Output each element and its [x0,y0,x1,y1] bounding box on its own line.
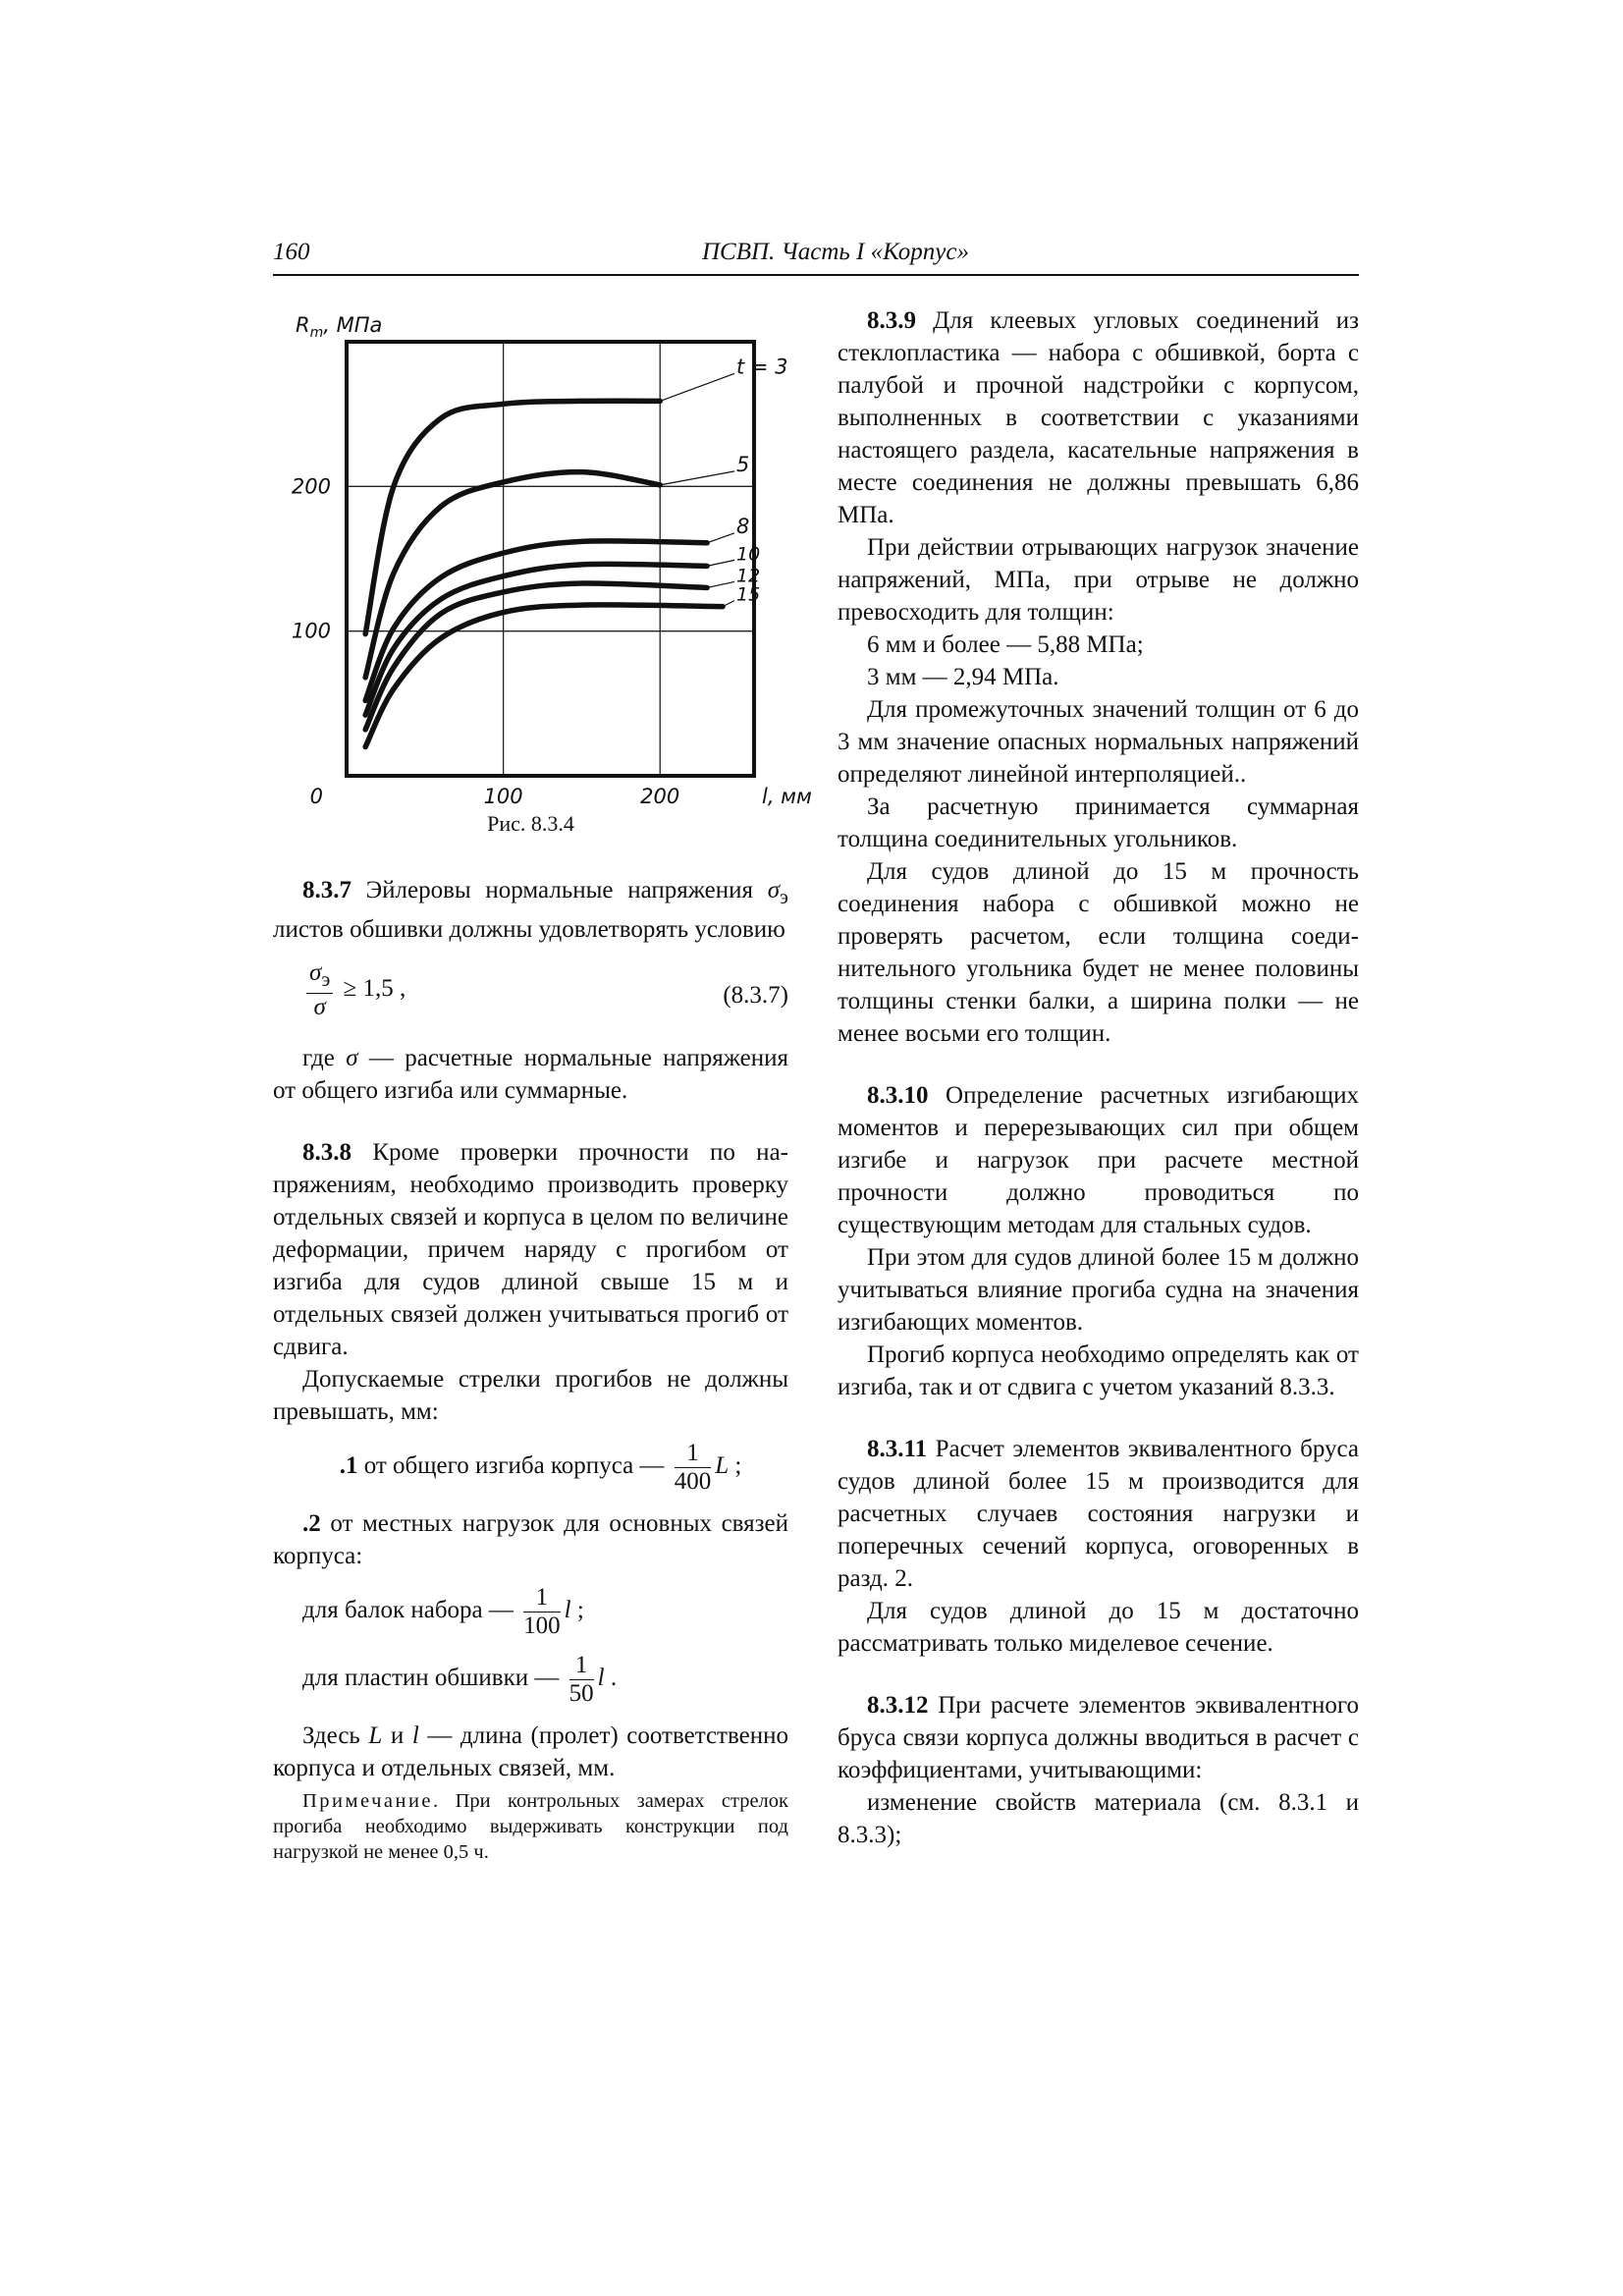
paragraph-8-3-11: 8.3.11 Расчет элементов эквивалентного бруса судов длиной более 15 м производится для расчетных случаев состояния нагрузки и поперечных сечений корпуса, оговоренных в разд. 2. [838,1436,1359,1592]
series-label: 12 [736,565,761,587]
leader-line [660,471,734,485]
item-1: .1 от общего изгиба корпуса — $\frac{1}{400}$ L ; [339,1440,742,1495]
paragraph-here: Здесь L и l — длина (пролет) соответственно корпуса и отдельных связей, мм. [273,1722,788,1781]
page-number: 160 [273,239,310,265]
figure-caption: Рис. 8.3.4 [487,811,574,836]
paragraph-hull: Прогиб корпуса необходимо определять как от изгиба, так и от сдвига с учетом указаний 8.3.3. [838,1341,1359,1400]
left-column [273,304,812,1865]
section-number: 8.3.9 [867,307,916,334]
y-axis-label: $R_m$, МПа [296,313,383,341]
leader-line [660,373,734,401]
note: Примечание. При контрольных замерах стрелок прогиба необходимо выдерживать конструкции под нагрузкой не менее 0,5 ч. [273,1790,788,1863]
right-column [838,304,1359,1851]
formula-8-3-7: $\frac{\sigma_э}{\sigma}$ ≥ 1,5 , (8.3.7) [273,959,788,1028]
paragraph-midship: Для судов длиной до 15 м достаточно рассматривать только миделевое сечение. [838,1598,1359,1657]
paragraph-material: изменение свойств материала (см. 8.3.1 и 8.3.3); [838,1789,1359,1848]
paragraph-where: где σ — расчетные нормальные напряжения от общего изгиба или суммарные. [273,1045,789,1104]
paragraph-8-3-12: 8.3.12 При расчете элементов эквивалентного бруса связи корпуса должны вводиться в расчет с коэффициентами, учитывающими: [838,1692,1359,1783]
x-tick-label: 100 [483,785,523,808]
series-label: 10 [736,543,761,566]
series-curve-15 [365,605,723,747]
page-header [273,239,1359,276]
running-title: ПСВП. Часть I «Корпус» [702,239,969,265]
origin-label: 0 [309,785,323,808]
paragraph-tear: При действии отрывающих нагрузок значение напряжений, МПа, при отрыве не должно превосходить для толщин: [838,534,1359,626]
fraction: $\frac{1}{50}$ [568,1652,594,1707]
section-number: 8.3.7 [302,877,352,903]
fraction: $\frac{1}{100}$ [523,1584,561,1639]
paragraph-allowed: Допускаемые стрелки прогибов не должны превышать, мм: [273,1366,788,1425]
chart-figure [273,304,812,845]
section-number: 8.3.8 [302,1139,352,1166]
beams-formula: для балок набора — $\frac{1}{100}$ l ; [302,1584,584,1639]
x-tick-label: 200 [640,785,680,808]
series-label: 15 [736,583,761,606]
item-2: .2 от местных нагрузок для основных связей корпуса: [273,1510,788,1569]
series-label: 8 [736,514,750,538]
leader-line [707,581,734,587]
section-number: 8.3.10 [867,1082,929,1109]
leader-line [723,601,734,607]
paragraph-3mm: 3 мм — 2,94 МПа. [867,664,1059,690]
paragraph-8-3-7: 8.3.7 Эйлеровы нормальные напряжения $\sigma_э$ листов обшивки должны удовлетворять условию [273,877,788,943]
leader-line [707,533,734,543]
series-label: t = 3 [736,355,788,379]
paragraph-8-3-10: 8.3.10 Определение расчетных изгибающих моментов и перерезывающих сил при общем изгибе и нагрузок при расчете местной прочности должно проводиться по существующим методам для стальных судов. [838,1082,1359,1238]
paragraph-deflect: При этом для судов длиной более 15 м должно учитываться влияние прогиба судна на значения изгибающих моментов. [838,1244,1359,1336]
plot-frame [347,342,754,776]
x-axis-label: l, мм [762,785,812,808]
paragraph-sum: За расчетную принимается суммарная толщина соединительных угольников. [838,793,1359,852]
fraction: $\frac{1}{400}$ [674,1440,712,1495]
paragraph-6mm: 6 мм и более — 5,88 МПа; [867,631,1144,658]
chart-svg [273,304,812,808]
series-label: 5 [736,452,750,476]
y-tick-label: 100 [291,619,331,643]
series-curve-t3 [365,401,660,633]
section-number: 8.3.11 [867,1436,928,1462]
paragraph-interp: Для промежуточных значений толщин от 6 до 3 мм значение опасных нормальных напряжений определяют линейной интерполяцией.. [838,696,1359,788]
paragraph-15m: Для судов длиной до 15 м прочность соединения набора с обшивкой можно не проверять расчетом, если толщина соединительного угольника будет не менее половины толщины стенки балки, а ширина полки — не менее восьми его толщин. [838,858,1359,1047]
plates-formula: для пластин обшивки — $\frac{1}{50}$ l . [302,1652,618,1707]
leader-line [707,560,734,566]
y-tick-label: 200 [291,474,331,499]
section-number: 8.3.12 [867,1692,929,1719]
paragraph-8-3-8: 8.3.8 Кроме проверки прочности по напряжениям, необходимо производить проверку отдельных связей и корпуса в целом по величине деформации, причем наряду с прогибом от изгиба для судов длиной свыше 15 м и отдельных связей должен учитываться прогиб от сдвига. [273,1139,788,1360]
paragraph-8-3-9: 8.3.9 Для клеевых угловых соединений из стеклопластика — набора с обшивкой, борта с палубой и прочной надстройки с корпусом, выполненных в соответствии с указаниями настоящего раздела, касательные напряжения в месте соединения не должны превышать 6,86 МПа. [838,307,1359,528]
formula-label: (8.3.7) [723,982,788,1009]
fraction: $\frac{\sigma_э}{\sigma}$ [306,959,333,1021]
